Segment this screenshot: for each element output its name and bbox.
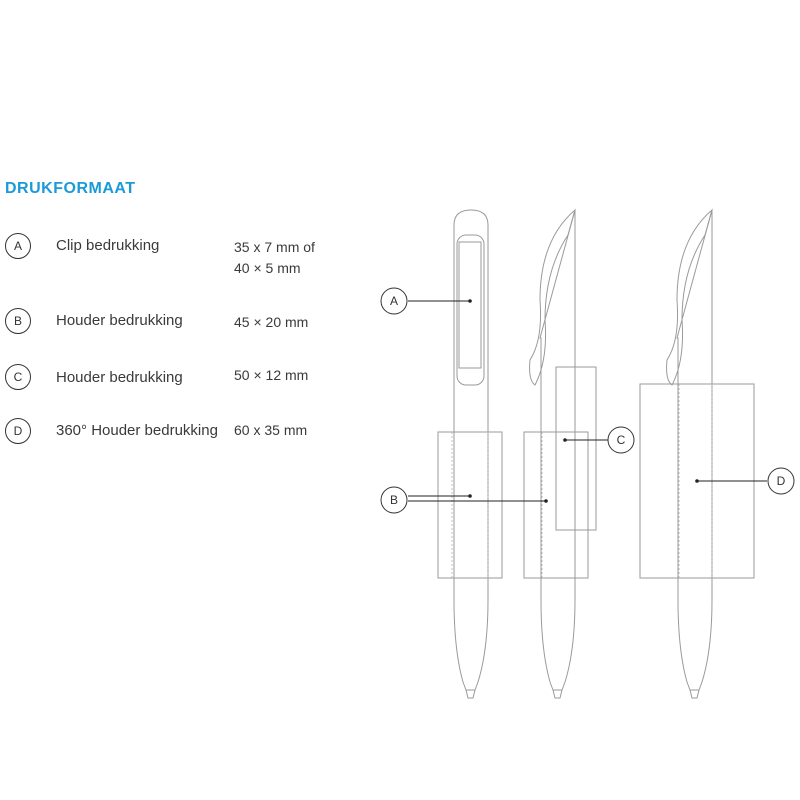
callout-b [381, 487, 407, 513]
zone-c-area [556, 367, 596, 530]
zone-b-area-front [438, 432, 502, 578]
print-size-b-line1: 45 × 20 mm [234, 314, 309, 330]
print-size-d-line1: 60 x 35 mm [234, 422, 308, 438]
pen-side-tip [553, 690, 562, 698]
pen-side-view [524, 210, 596, 698]
callout-a [381, 288, 407, 314]
callout-c [608, 427, 634, 453]
pen-front-tip [466, 690, 475, 698]
leader-d-dot [695, 479, 699, 483]
badge-c: C [5, 364, 31, 390]
badge-d: D [5, 418, 31, 444]
print-label-d: 360° Houder bedrukking [56, 422, 218, 439]
leader-c-dot [563, 438, 567, 442]
print-label-c: Houder bedrukking [56, 369, 183, 386]
pen-360-outline [677, 210, 712, 690]
callout-c-text: C [616, 433, 626, 447]
leader-a-dot [468, 299, 472, 303]
print-label-b: Houder bedrukking [56, 312, 183, 329]
callout-d-text: D [776, 474, 786, 488]
badge-b: B [5, 308, 31, 334]
pen-front-clip [457, 235, 484, 385]
print-size-c-line1: 50 × 12 mm [234, 367, 309, 383]
callout-a-text: A [389, 294, 399, 308]
zone-a-area [459, 242, 481, 368]
badge-a: A [5, 233, 31, 259]
pen-side-outline [540, 210, 575, 690]
pen-360-view [640, 210, 754, 698]
leader-b-side-dot [544, 499, 548, 503]
callout-d [768, 468, 794, 494]
print-size-a-line1: 35 x 7 mm of [234, 239, 315, 255]
leader-b-front-dot [468, 494, 472, 498]
print-size-a-line2: 40 × 5 mm [234, 260, 301, 276]
pen-360-tip [690, 690, 699, 698]
pen-front-view [438, 210, 502, 698]
callout-b-text: B [389, 493, 399, 507]
page-title: DRUKFORMAAT [5, 180, 136, 197]
print-label-a: Clip bedrukking [56, 237, 160, 254]
